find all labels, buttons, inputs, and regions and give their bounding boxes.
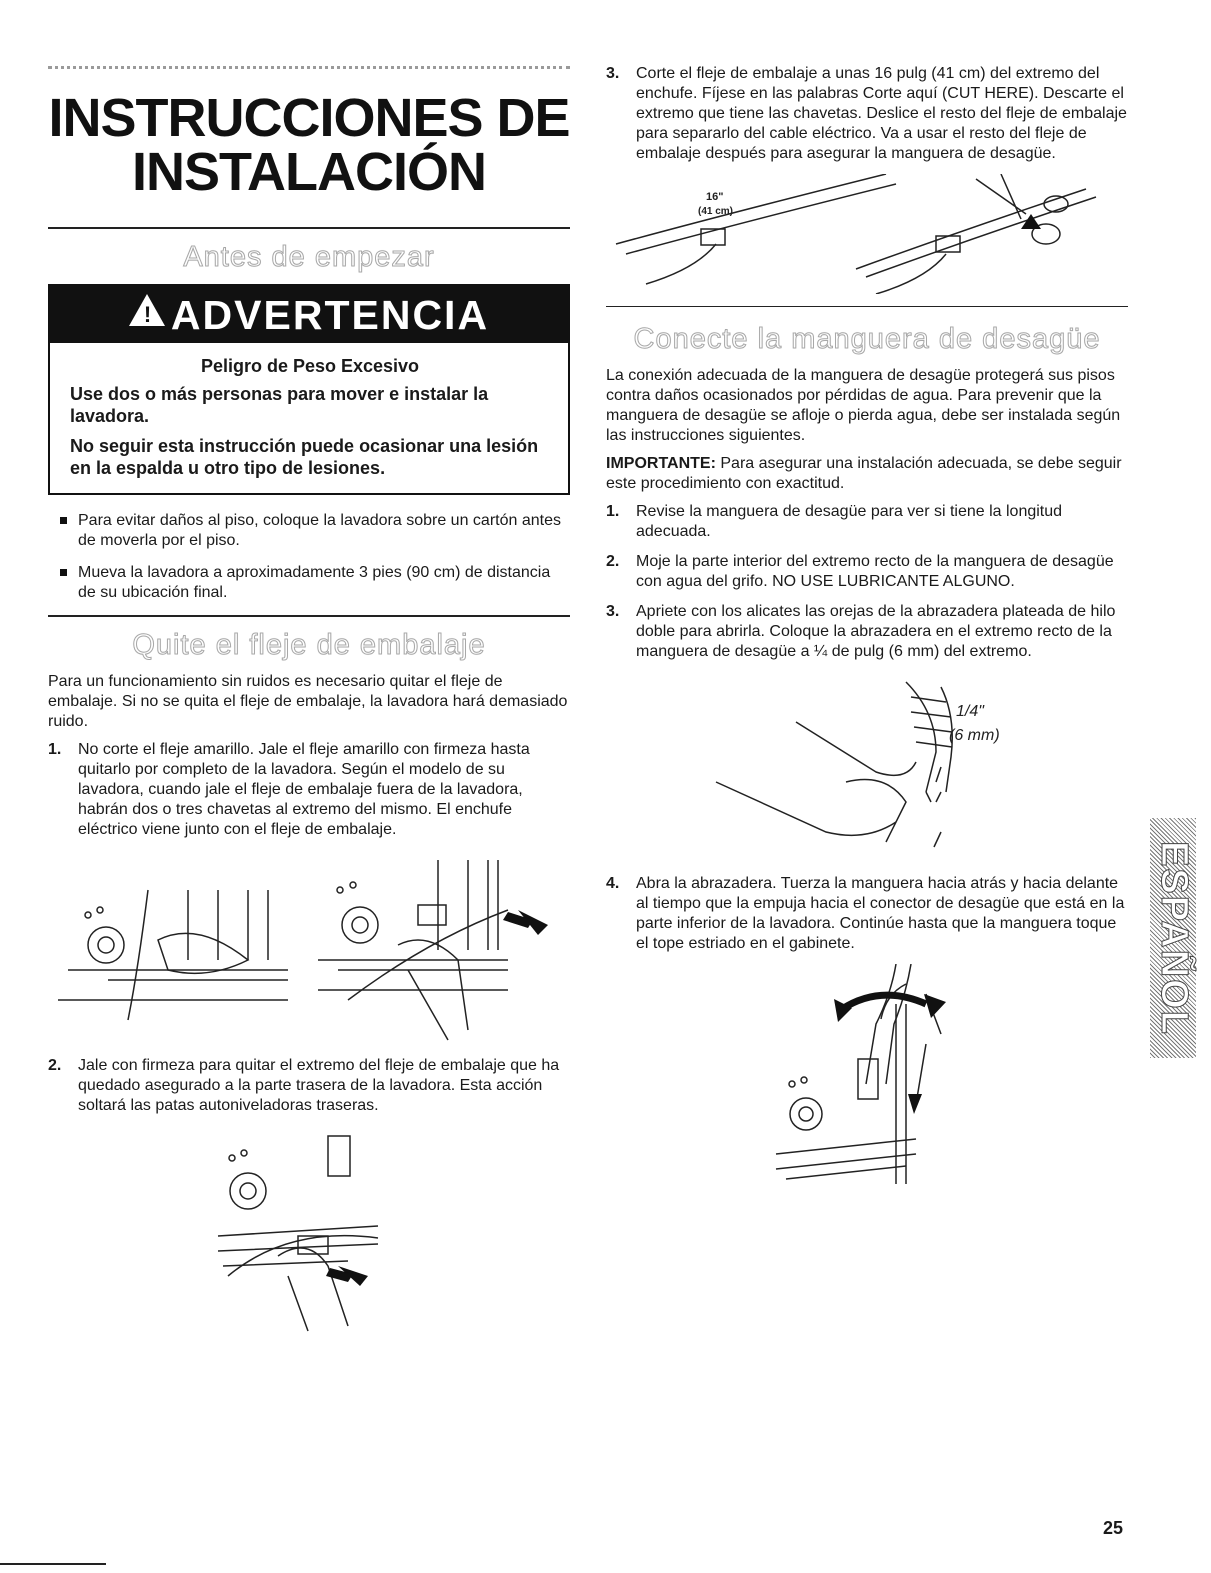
left-column (48, 58, 570, 1336)
side-tab-label: ESPAÑOL (1152, 840, 1195, 1036)
warning-line1: Use dos o más personas para mover e instalar la lavadora. (70, 384, 489, 426)
important-note: IMPORTANTE: Para asegurar una instalación adecuada, se debe seguir este procedimiento con exactitud. (606, 455, 1122, 492)
warning-body (50, 343, 568, 493)
steps-right-3 (606, 874, 1128, 954)
dimension-6mm-label: (6 mm) (949, 727, 1000, 744)
list-item: Mueva la lavadora a aproximadamente 3 pies (90 cm) de distancia de su ubicación final. (48, 563, 570, 603)
footer-rule (0, 1563, 106, 1565)
warning-subtitle: Peligro de Peso Excesivo (200, 356, 420, 376)
rear-strap-illustration (48, 1126, 570, 1336)
section-heading-conecte: Conecte la manguera de desagüe (633, 323, 1101, 355)
language-side-tab (1150, 818, 1196, 1058)
page-title-line1: INSTRUCCIONES DE (48, 88, 570, 148)
list-item: 1. Revise la manguera de desagüe para ver si tiene la longitud adecuada. (606, 503, 1063, 540)
list-item: 1. No corte el fleje amarillo. Jale el fleje amarillo con firmeza hasta quitarlo por completo de la lavadora. Según el modelo de su lavadora, cuando jale el fleje de embalaje fuera de la lavadora, habrán dos o tres chavetas al extremo del mismo. El enchufe eléctrico viene junto con el fleje de embalaje. (48, 741, 530, 838)
page-title-line2: INSTALACIÓN (132, 142, 486, 202)
warning-header (50, 286, 568, 343)
steps-left (48, 740, 570, 840)
top-dotted-rule (48, 66, 570, 79)
bullet-list (48, 511, 570, 603)
divider (48, 615, 570, 617)
warning-triangle-icon: ! (129, 294, 165, 326)
page-title (48, 88, 570, 202)
list-item: 2. Jale con firmeza para quitar el extremo del fleje de embalaje que ha quedado asegurado a la parte trasera de la lavadora. Esta acción soltará las patas autoniveladoras traseras. (48, 1057, 560, 1114)
list-item: 3. Apriete con los alicates las orejas de la abrazadera plateada de hilo doble para abrirla. Coloque la abrazadera en el extremo recto de la manguera de desagüe a ¼ de pulg (6 mm) del extremo. (606, 603, 1116, 660)
section2-intro: Para un funcionamiento sin ruidos es necesario quitar el fleje de embalaje. Si no se quita el fleje de embalaje, la lavadora hará demasiado ruido. (48, 673, 568, 730)
section3-intro: La conexión adecuada de la manguera de desagüe protegerá sus pisos contra daños ocasionados por pérdidas de agua. Para prevenir que la manguera de desagüe se afloje o pierda agua, debe ser instalada según las instrucciones siguientes. (606, 367, 1121, 444)
steps-right-2 (606, 502, 1128, 662)
right-column (606, 58, 1128, 1194)
dimension-quarter-label: 1/4" (956, 703, 984, 720)
list-item: 2. Moje la parte interior del extremo recto de la manguera de desagüe con agua del grifo. NO USE LUBRICANTE ALGUNO. (606, 553, 1114, 590)
page-number: 25 (1103, 1518, 1124, 1538)
section-heading-quite: Quite el fleje de embalaje (132, 629, 486, 661)
clamp-illustration (606, 672, 1128, 862)
steps-right-1 (606, 64, 1128, 164)
steps-left-2 (48, 1056, 570, 1116)
cut-strap-illustration (606, 174, 1128, 294)
section-heading-antes: Antes de empezar (183, 241, 435, 273)
list-item: 3. Corte el fleje de embalaje a unas 16 pulg (41 cm) del extremo del enchufe. Fíjese en las palabras Corte aquí (CUT HERE). Descarte el extremo que tiene las chavetas. Deslice el resto del fleje de embalaje para separarlo del cable eléctrico. Va a usar el resto del fleje de embalaje después para asegurar la manguera de desagüe. (606, 65, 1127, 162)
dimension-16-label: 16" (706, 191, 724, 203)
divider (48, 227, 570, 229)
arrow-down-icon (908, 1094, 922, 1114)
dimension-41-label: (41 cm) (698, 206, 734, 217)
strap-removal-illustration (48, 850, 570, 1050)
list-item: Para evitar daños al piso, coloque la lavadora sobre un cartón antes de moverla por el piso. (48, 511, 570, 551)
hose-connect-illustration (606, 964, 1128, 1194)
warning-line2: No seguir esta instrucción puede ocasionar una lesión en la espalda u otro tipo de lesiones. (70, 436, 539, 478)
list-item: 4. Abra la abrazadera. Tuerza la manguera hacia atrás y hacia delante al tiempo que la empuja hacia el conector de desagüe que está en la parte inferior de la lavadora. Continúe hasta que la manguera toque el tope estriado en el gabinete. (606, 875, 1125, 952)
warning-label: ADVERTENCIA (170, 292, 490, 338)
warning-box (48, 284, 570, 495)
divider (606, 306, 1128, 307)
